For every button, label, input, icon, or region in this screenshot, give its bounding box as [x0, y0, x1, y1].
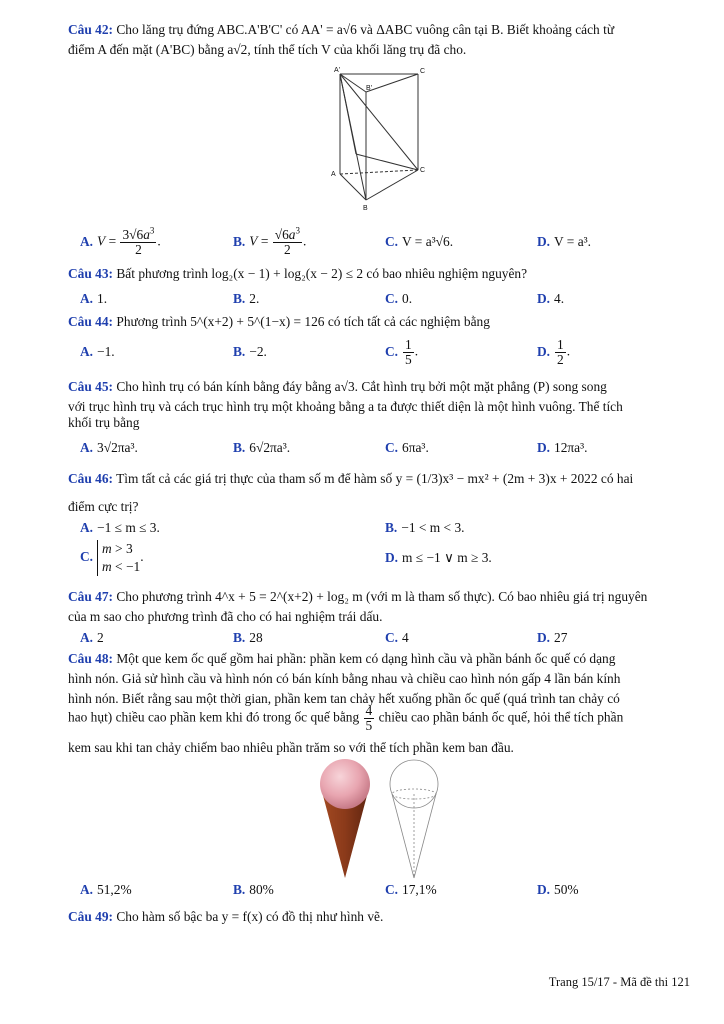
question-label: Câu 48:: [68, 651, 114, 666]
answer-letter: A.: [80, 440, 94, 455]
question-48: [68, 649, 694, 709]
answer-d: [537, 880, 579, 900]
question-label: Câu 44:: [68, 314, 114, 329]
question-label: Câu 42:: [68, 22, 114, 37]
answer-d: [537, 289, 564, 309]
answer-d: [385, 548, 492, 568]
answer-c: [385, 438, 429, 458]
answer-b: [233, 438, 290, 458]
answer-letter: C.: [385, 440, 399, 455]
question-text: Bất phương trình log₂(x − 1) + log₂(x − 2) ≤ 2 có bao nhiêu nghiệm nguyên?: [116, 266, 528, 281]
question-label: Câu 45:: [68, 379, 114, 394]
prism-figure: [326, 64, 436, 214]
answer-d: [537, 438, 588, 458]
answer-letter: B.: [233, 882, 246, 897]
question-text: Phương trình 5^(x+2) + 5^(1−x) = 126 có tích tất cả các nghiệm bằng: [116, 314, 490, 329]
answer-text: −1 ≤ m ≤ 3.: [97, 520, 160, 535]
answer-letter: D.: [537, 440, 551, 455]
question-text: khối trụ bằng: [68, 415, 140, 430]
page-footer: Trang 15/17 - Mã đề thi 121: [548, 975, 690, 989]
question-label: Câu 46:: [68, 471, 114, 486]
answer-c: C. $\frac{1}{5}$ .: [385, 337, 419, 367]
question-text: Cho hàm số bậc ba y = f(x) có đồ thị như hình vẽ.: [116, 909, 384, 924]
answer-letter: B.: [233, 344, 246, 359]
question-text: điểm cực trị?: [68, 499, 139, 514]
vertex-label: C: [420, 68, 426, 75]
answer-c: C.m > 3 m < −1.: [80, 541, 144, 574]
answer-letter: B.: [233, 630, 246, 645]
answer-a: [80, 342, 115, 362]
answer-b: [233, 342, 267, 362]
fraction-denominator: 5: [365, 718, 373, 733]
answer-letter: A.: [80, 233, 94, 249]
answer-b: [385, 518, 464, 538]
question-text: Cho lăng trụ đứng ABC.A'B'C' có AA' = a√6 và ΔABC vuông cân tại B. Biết khoảng cách từ: [116, 22, 615, 37]
answer-text: 6√2πa³.: [249, 440, 291, 455]
question-45: [68, 377, 694, 437]
answer-a: [80, 880, 132, 900]
answer-letter: A.: [80, 630, 94, 645]
answer-b: [233, 289, 259, 309]
answer-a: [80, 518, 160, 538]
answer-text: 1.: [97, 291, 108, 306]
answer-letter: C.: [385, 343, 399, 359]
answer-letter: A.: [80, 882, 94, 897]
answer-text: 4: [402, 630, 409, 645]
vertex-label: B': [366, 85, 373, 92]
answer-a: A. V = $\frac{3√6a^3}{2}$ .: [80, 225, 161, 257]
answer-letter: B.: [233, 233, 246, 249]
question-label: Câu 43:: [68, 266, 114, 281]
answer-text: 27: [554, 630, 568, 645]
question-text: kem sau khi tan chảy chiếm bao nhiêu phần trăm so với thể tích phần kem ban đầu.: [68, 740, 514, 755]
answer-letter: A.: [80, 291, 94, 306]
wireframe-cone: [390, 760, 438, 878]
answer-text: 0.: [402, 291, 413, 306]
answer-text: 50%: [554, 882, 579, 897]
vertex-label: B: [363, 205, 368, 212]
question-48-line5: [68, 738, 694, 758]
answer-a: [80, 628, 104, 648]
answer-letter: C.: [80, 549, 94, 565]
answer-text: V = a³.: [554, 234, 592, 249]
answer-c: [385, 289, 412, 309]
answer-text: 6πa³.: [402, 440, 429, 455]
answer-d: [537, 628, 567, 648]
answer-text: V = a³√6.: [402, 234, 454, 249]
answer-letter: B.: [233, 440, 246, 455]
answer-a: [80, 438, 138, 458]
answer-letter: C.: [385, 291, 399, 306]
vertex-label: A': [334, 67, 341, 74]
answer-text: m ≤ −1 ∨ m ≥ 3.: [402, 550, 492, 565]
answer-d: D. $\frac{1}{2}$ .: [537, 337, 571, 367]
ice-cream-figure: [316, 756, 446, 881]
question-text: hao hụt) chiều cao phần kem khi đó trong ốc quế bằng: [68, 709, 360, 725]
question-43: [68, 264, 694, 284]
answer-b: [233, 628, 263, 648]
answer-d: [537, 232, 591, 252]
question-text: hình nón. Biết rằng sau một thời gian, phần kem tan chảy hết xuống phần ốc quế (quá trình tan chảy có: [68, 691, 620, 706]
answer-text: 2: [97, 630, 104, 645]
answer-text: 3√2πa³.: [97, 440, 138, 455]
answer-letter: A.: [80, 344, 94, 359]
fraction-numerator: 4: [365, 703, 373, 718]
answer-text: 28: [249, 630, 263, 645]
question-48-line4: [68, 704, 694, 733]
answer-letter: C.: [385, 882, 399, 897]
answer-letter: A.: [80, 520, 94, 535]
question-text: hình nón. Giả sử hình cầu và hình nón có bán kính bằng nhau và chiều cao hình nón gấp 4 lần bán kính: [68, 671, 621, 686]
answer-b: [233, 880, 274, 900]
answer-text: 17,1%: [402, 882, 437, 897]
question-49: [68, 907, 694, 927]
cream-sphere: [320, 759, 370, 809]
answer-text: 51,2%: [97, 882, 132, 897]
answer-letter: C.: [385, 234, 399, 249]
answer-letter: C.: [385, 630, 399, 645]
question-text: Cho hình trụ có bán kính bằng đáy bằng a√3. Cắt hình trụ bởi một mặt phẳng (P) song song: [116, 379, 607, 394]
answer-letter: B.: [385, 520, 398, 535]
answer-letter: D.: [537, 882, 551, 897]
question-46: [68, 469, 694, 514]
vertex-label: C: [420, 167, 426, 174]
answer-text: 4.: [554, 291, 565, 306]
question-47: [68, 587, 694, 627]
question-text: với trục hình trụ và cách trục hình trụ một khoảng bằng a ta được thiết diện là một hình vuông. Thể tích: [68, 399, 623, 414]
question-text: Một que kem ốc quế gồm hai phần: phần kem có dạng hình cầu và phần bánh ốc quế có dạng: [116, 651, 616, 666]
answer-text: −1.: [97, 344, 115, 359]
answer-c: [385, 232, 453, 252]
answer-letter: D.: [537, 343, 551, 359]
vertex-label: A: [331, 171, 336, 178]
answer-text: 80%: [249, 882, 274, 897]
answer-letter: B.: [233, 291, 246, 306]
answer-text: −1 < m < 3.: [401, 520, 465, 535]
question-text: Tìm tất cả các giá trị thực của tham số m để hàm số y = (1/3)x³ − mx² + (2m + 3)x + 2022 có hai: [116, 471, 634, 486]
question-42: [68, 20, 694, 60]
question-text: Cho phương trình 4^x + 5 = 2^(x+2) + log₂ m (với m là tham số thực). Có bao nhiêu giá trị nguyên: [116, 589, 648, 604]
answer-text: −2.: [249, 344, 267, 359]
answer-a: [80, 289, 107, 309]
question-text: của m sao cho phương trình đã cho có hai nghiệm trái dấu.: [68, 609, 383, 624]
question-label: Câu 49:: [68, 909, 114, 924]
answer-c: [385, 628, 409, 648]
answer-letter: D.: [385, 550, 399, 565]
answer-b: B. V = $\frac{√6a^3}{2}$ .: [233, 225, 307, 257]
answer-letter: D.: [537, 291, 551, 306]
answer-letter: D.: [537, 630, 551, 645]
answer-text: 12πa³.: [554, 440, 588, 455]
question-text: điểm A đến mặt (A'BC) bằng a√2, tính thể tích V của khối lăng trụ đã cho.: [68, 42, 467, 57]
answer-c: [385, 880, 437, 900]
question-text: chiều cao phần bánh ốc quế, hỏi thể tích phần: [378, 709, 624, 725]
question-label: Câu 47:: [68, 589, 114, 604]
answer-letter: D.: [537, 234, 551, 249]
question-44: [68, 312, 694, 332]
answer-text: 2.: [249, 291, 260, 306]
